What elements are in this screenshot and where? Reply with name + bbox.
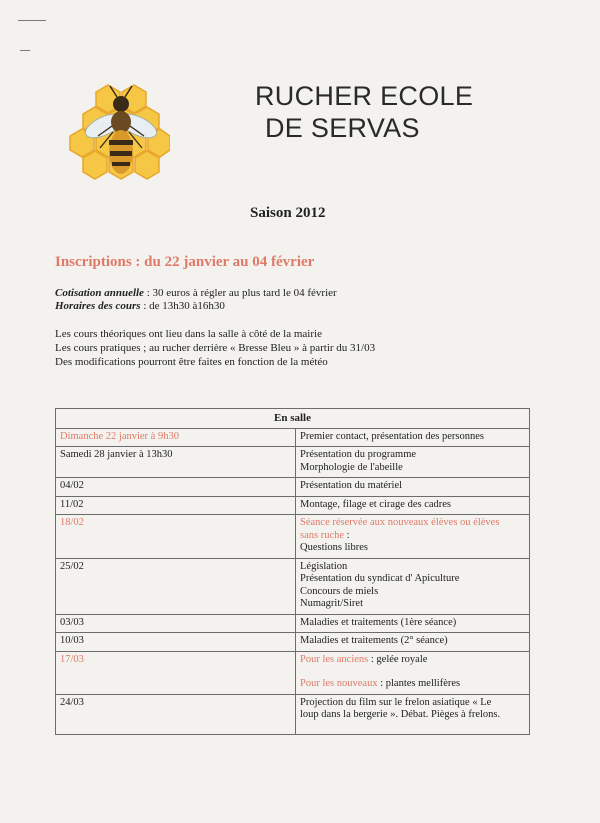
row-date: Samedi 28 janvier à 13h30 [56, 447, 296, 478]
table-row [56, 694, 530, 734]
row-content [296, 428, 530, 447]
table-row [56, 614, 530, 633]
row-text: Pour les nouveaux [300, 678, 378, 689]
row-text: Premier contact, présentation des personnes [300, 430, 484, 442]
note-line: Des modifications pourront être faites en fonction de la météo [55, 356, 328, 368]
table-row [56, 447, 530, 478]
row-date: 24/03 [56, 694, 296, 734]
row-content [296, 478, 530, 497]
row-content [296, 447, 530, 478]
cotisation-label: Cotisation annuelle [55, 287, 144, 299]
table-row [56, 515, 530, 559]
note-line: Les cours théoriques ont lieu dans la salle à côté de la mairie [55, 328, 322, 340]
row-text: Pour les anciens [300, 653, 369, 665]
horaires-label: Horaires des cours [55, 300, 141, 312]
row-text: Séance réservée aux nouveaux élèves ou élèves [300, 517, 500, 528]
row-date: 11/02 [56, 496, 296, 515]
table-row [56, 478, 530, 497]
table-row [56, 558, 530, 614]
row-date: 25/02 [56, 558, 296, 614]
row-content [296, 694, 530, 734]
table-row [56, 428, 530, 447]
season-heading: Saison 2012 [250, 205, 326, 221]
course-notes [55, 327, 555, 369]
row-text: sans ruche [300, 529, 345, 541]
table-row [56, 651, 530, 694]
table-header-row [56, 409, 530, 429]
page-title [255, 80, 585, 144]
horaires-line [55, 300, 555, 313]
row-text: Projection du film sur le frelon asiatique « Le [300, 696, 492, 708]
fee-and-hours [55, 287, 555, 313]
row-text: Présentation du programme [300, 449, 417, 460]
row-date: 10/03 [56, 633, 296, 652]
row-text: : gelée royale [368, 653, 428, 665]
table-row [56, 633, 530, 652]
title-line-1: RUCHER ECOLE [255, 81, 474, 111]
schedule-table [55, 408, 530, 735]
row-text: loup dans la bergerie ». Débat. Pièges à frelons. [300, 709, 501, 720]
cotisation-line [55, 287, 555, 300]
scan-mark [18, 20, 46, 21]
title-line-2: DE SERVAS [265, 113, 420, 143]
note-line: Les cours pratiques ; au rucher derrière « Bresse Bleu » à partir du 31/03 [55, 342, 376, 354]
row-text: : [344, 529, 350, 541]
row-text: Présentation du syndicat d' Apiculture [300, 573, 460, 584]
row-content [296, 496, 530, 515]
row-text: Présentation du matériel [300, 480, 403, 491]
row-text: Questions libres [300, 542, 368, 553]
row-date: Dimanche 22 janvier à 9h30 [56, 428, 296, 447]
inscriptions-heading: Inscriptions : du 22 janvier au 04 février [55, 254, 315, 270]
row-text: Concours de miels [300, 585, 379, 597]
bee-logo-image [66, 74, 170, 190]
row-content [296, 633, 530, 652]
row-text: Montage, filage et cirage des cadres [300, 498, 452, 510]
row-date: 18/02 [56, 515, 296, 559]
table-header: En salle [56, 409, 530, 429]
row-content [296, 515, 530, 559]
row-text: Maladies et traitements (1ère séance) [300, 616, 457, 628]
row-content [296, 558, 530, 614]
horaires-text: : de 13h30 à16h30 [140, 300, 225, 312]
row-date: 04/02 [56, 478, 296, 497]
row-content [296, 651, 530, 694]
row-text: Morphologie de l'abeille [300, 461, 403, 473]
row-text: Législation [300, 560, 348, 572]
row-text: : plantes mellifères [377, 678, 461, 689]
row-text: Numagrit/Siret [300, 598, 363, 609]
cotisation-text: : 30 euros à régler au plus tard le 04 février [143, 287, 337, 299]
table-row [56, 496, 530, 515]
row-content [296, 614, 530, 633]
row-text: Maladies et traitements (2° séance) [300, 635, 448, 646]
scan-mark [20, 50, 30, 51]
row-date: 03/03 [56, 614, 296, 633]
row-date: 17/03 [56, 651, 296, 694]
